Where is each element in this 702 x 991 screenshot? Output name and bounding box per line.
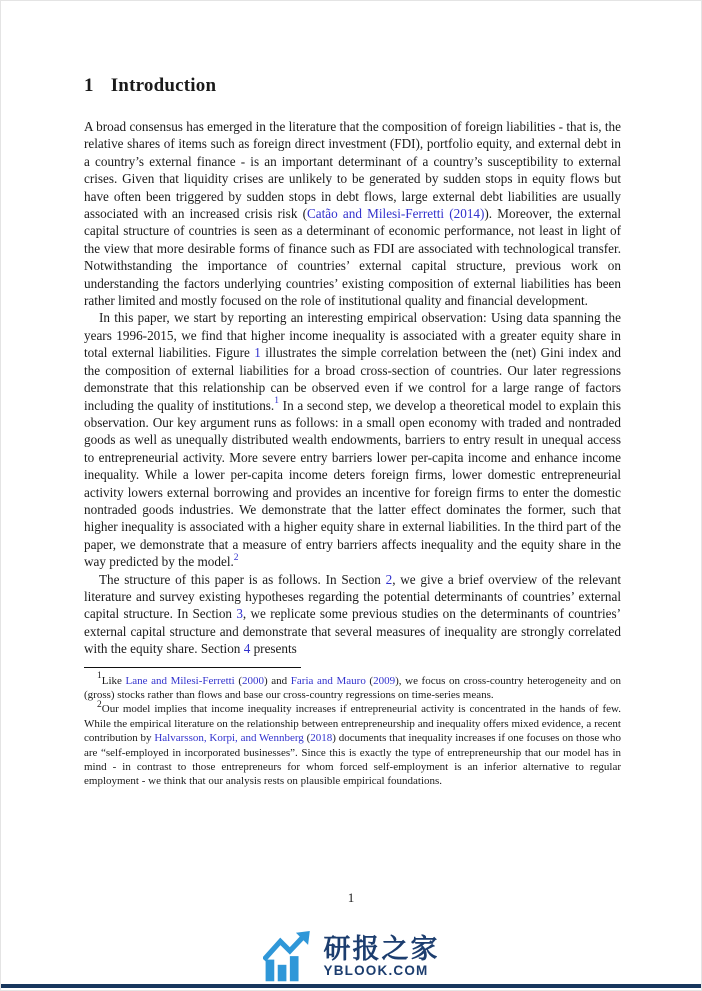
logo-text: [324, 935, 440, 980]
section-number: 1: [84, 75, 94, 96]
footnote-ref-link[interactable]: 2: [233, 552, 239, 563]
citation-link[interactable]: 2018: [310, 732, 333, 745]
citation-link[interactable]: 1: [254, 345, 261, 361]
page-number: 1: [347, 890, 355, 905]
footnote-marker: 1: [97, 670, 102, 681]
citation-link[interactable]: 3: [236, 606, 243, 622]
body-paragraph-3: The structure of this paper is as follows. In Section 2, we give a brief overview of the relevant literature and survey existing hypotheses regarding the potential determinants of countries’ external capital structure. In Section 3, we replicate some previous studies on the determinants of countries’ external capital structure and demonstrate that several measures of inequality are strongly correlated with the equity share. Section 4 presents: [84, 571, 621, 657]
citation-link[interactable]: 2: [385, 571, 393, 587]
body-paragraph-1: A broad consensus has emerged in the literature that the composition of foreign liabilities - that is, the relative shares of items such as foreign direct investment (FDI), portfolio equity, and external debt in a country’s external finance - is an important determinant of a country’s susceptibility to external crises. Given that liquidity crises are unlikely to be generated by sudden stops in equity flows but have often been triggered by sudden stops in debt flows, large external debt liabilities are usually associated with an increased crisis risk (Catão and Milesi-Ferretti (2014)). Moreover, the external capital structure of countries is seen as a determinant of economic performance, not least in light of the view that more desirable forms of finance such as FDI are associated with technological transfer. Notwithstanding the importance of countries’ external capital structure, previous work on understanding the factors underlying countries’ existing composition of external liabilities has been rather limited and mostly focused on the role of institutional quality and financial development.: [84, 119, 621, 309]
brand-name-cn: 研报之家: [323, 933, 440, 964]
body-paragraph-2: In this paper, we start by reporting an interesting empirical observation: Using data spanning the years 1996-2015, we find that higher income inequality is associated with a greater equity share in total external liabilities. Figure 1 illustrates the simple correlation between the (net) Gini index and the composition of external liabilities for a broad cross-section of countries. Our later regressions demonstrate that this relationship can be observed even if we control for a large range of factors including the quality of institutions.$^1$ In a second step, we develop a theoretical model to explain this observation. Our key argument runs as follows: in a small open economy with traded and nontraded goods as well as unequally distributed wealth endowments, barriers to entry result in unequal access to entrepreneurial activity. More severe entry barriers lower per-capita income and enhance income inequality. While a lower per-capita income deters foreign firms, lower domestic entrepreneurial activity lowers external borrowing and provides an incentive for foreign firms to enter the domestic nontraded goods industries. We demonstrate that the latter effect dominates the former, such that higher inequality is associated with a higher equity share in external liabilities. In the third part of the paper, we demonstrate that a measure of entry barriers affects inequality and the equity share in the way predicted by the model.$^2$: [84, 310, 621, 570]
citation-link[interactable]: 4: [243, 641, 251, 657]
footer-logo: [1, 931, 701, 983]
citation-link[interactable]: 2009: [373, 674, 396, 687]
footnote-2: $^2$Our model implies that income inequality increases if entrepreneurial activity is concentrated in the hands of few. While the empirical literature on the relationship between entrepreneurship and inequality offers mixed evidence, a recent contribution by Halvarsson, Korpi, and Wennberg (2018) documents that inequality increases if one focuses on those who are “self-employed in incorporated businesses”. Since this is exactly the type of entrepreneurship that our model has in mind - in contrast to those entrepreneurs for whom forced self-employment is an inferior alternative to regular employment - we think that our analysis rests on plausible empirical foundations.: [84, 699, 621, 788]
citation-link[interactable]: Catão and Milesi-Ferretti (2014): [306, 206, 485, 222]
citation-link[interactable]: Faria and Mauro: [290, 674, 366, 687]
citation-link[interactable]: Lane and Milesi-Ferretti: [125, 674, 235, 687]
page-content: [84, 75, 621, 875]
citation-link[interactable]: Halvarsson, Korpi, and Wennberg: [154, 732, 304, 745]
footnote-ref-link[interactable]: 1: [274, 396, 279, 407]
citation-link[interactable]: 2000: [242, 674, 265, 687]
footnote-1: $^1$Like Lane and Milesi-Ferretti (2000) and Faria and Mauro (2009), we focus on cross-country heterogeneity and on (gross) stocks rather than flows and base our cross-country regressions on time-series means.: [84, 670, 621, 701]
section-heading: [84, 75, 621, 97]
growth-chart-icon: [263, 931, 315, 983]
footnote-rule: [84, 667, 301, 668]
section-title: Introduction: [110, 75, 217, 96]
footnote-marker: 2: [97, 699, 102, 710]
bottom-bar: [1, 984, 701, 988]
brand-domain: YBLOOK.COM: [323, 963, 429, 979]
